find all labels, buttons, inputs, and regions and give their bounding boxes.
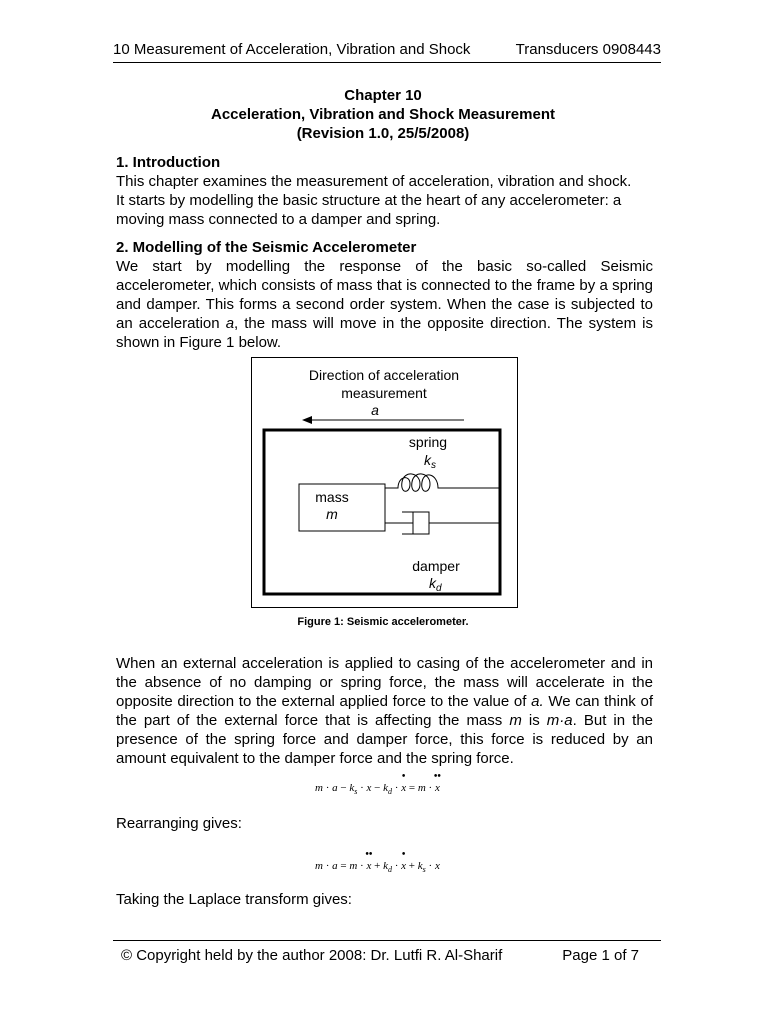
direction-label-line2: measurement: [341, 385, 427, 401]
body-paragraph-1: When an external acceleration is applied to casing of the accelerometer and in the absence of no damping or spring force, the mass will accelerate in the opposite direction to the external applied force to the value of a. We can think of the part of the external force that is affecting the mass m is m·a. But in the presence of the spring force and damper force, this force is reduced by an amount equivalent to the damper force and the spring force.: [116, 655, 654, 767]
chapter-number: Chapter 10: [344, 87, 422, 104]
seismic-accelerometer-diagram: [252, 358, 517, 607]
spring-label: spring: [408, 434, 448, 450]
equation-1: $m \cdot a - k_s \cdot x - k_d$ · • x = m · •• x: [315, 771, 441, 797]
damper-label: damper: [412, 558, 460, 574]
equation-2: m · a = m · •• $x + k_d$ · • $x + k_s \cdot x$: [315, 849, 440, 875]
spring-coil: [385, 474, 500, 491]
figure-1-frame: [251, 357, 518, 608]
header-course: Transducers 0908443: [515, 41, 661, 58]
page-footer: [113, 940, 661, 965]
acceleration-arrow-head: [302, 416, 312, 424]
footer-page-number: Page 1 of 7: [562, 947, 639, 964]
laplace-text: Taking the Laplace transform gives:: [116, 891, 352, 908]
section-heading-modelling: 2. Modelling of the Seismic Accelerometer: [116, 239, 417, 256]
modelling-paragraph: [116, 257, 653, 352]
intro-line-1: This chapter examines the measurement of acceleration, vibration and shock.: [116, 173, 632, 190]
chapter-revision: (Revision 1.0, 25/5/2008): [296, 125, 470, 142]
rearranging-text: Rearranging gives:: [116, 815, 242, 832]
direction-label-line1: Direction of acceleration: [308, 367, 460, 383]
mass-label: mass: [315, 489, 349, 505]
section-heading-introduction: 1. Introduction: [116, 154, 221, 171]
figure-1-caption: Figure 1: Seismic accelerometer.: [297, 616, 469, 628]
chapter-title-block: [113, 86, 653, 143]
header-title: 10 Measurement of Acceleration, Vibration and Shock: [113, 41, 471, 58]
spring-constant: $k_s$: [424, 452, 436, 471]
modelling-text-2: , the mass will move in the opposite direction. The system is shown in Figure 1 below.: [116, 315, 654, 351]
footer-copyright: © Copyright held by the author 2008: Dr. Lutfi R. Al-Sharif: [121, 947, 503, 964]
damper-constant: $k_d$: [429, 575, 442, 594]
section-introduction: [116, 153, 653, 229]
section-modelling: [116, 238, 653, 352]
modelling-text-1: We start by modelling the response of the basic so-called Seismic accelerometer, which consists of mass that is connected to the frame by a spring and damper. This forms a second order system. When the case is subjected to an acceleration: [116, 258, 653, 332]
page-header: [113, 40, 661, 63]
acceleration-var: a: [371, 402, 379, 418]
intro-line-2: It starts by modelling the basic structure at the heart of any accelerometer: a: [116, 192, 622, 209]
mass-var: m: [326, 506, 338, 522]
intro-line-3: moving mass connected to a damper and spring.: [116, 211, 441, 228]
chapter-subtitle: Acceleration, Vibration and Shock Measurement: [211, 106, 555, 123]
modelling-var-a: a: [225, 315, 235, 332]
